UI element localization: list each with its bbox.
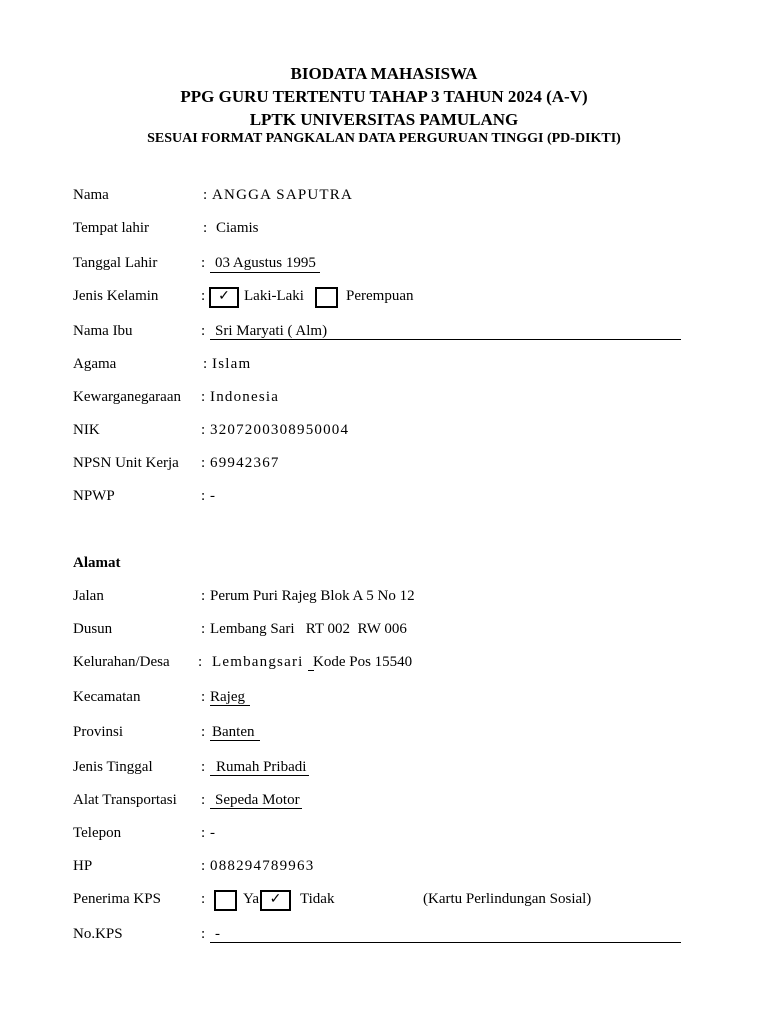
jenis-tinggal-value: Rumah Pribadi [216,759,307,775]
kps-ya-label: Ya [243,891,259,907]
kps-ya-checkbox[interactable] [214,890,237,911]
kode-pos-value: Kode Pos 15540 [313,654,413,670]
transportasi-colon: : [201,792,206,808]
tanggal-lahir-label: Tanggal Lahir [73,255,158,271]
nik-value: 3207200308950004 [210,422,350,438]
no-kps-underline [210,942,681,943]
dusun-value: Lembang Sari RT 002 RW 006 [210,621,407,637]
dusun-colon: : [201,621,206,637]
kps-colon: : [201,891,206,907]
program-title: PPG GURU TERTENTU TAHAP 3 TAHUN 2024 (A-V) [180,87,588,106]
no-kps-label: No.KPS [73,926,123,942]
tempat-lahir-colon: : [203,220,208,236]
nama-colon: : [203,187,208,203]
provinsi-label: Provinsi [73,724,124,740]
laki-laki-label: Laki-Laki [244,288,304,304]
kewarganegaraan-label: Kewarganegaraan [73,389,181,405]
jalan-colon: : [201,588,206,604]
npwp-colon: : [201,488,206,504]
nama-ibu-label: Nama Ibu [73,323,133,339]
jenis-tinggal-colon: : [201,759,206,775]
kecamatan-colon: : [201,689,206,705]
jalan-value: Perum Puri Rajeg Blok A 5 No 12 [210,588,415,604]
npsn-label: NPSN Unit Kerja [73,455,179,471]
no-kps-value: - [215,926,220,942]
telepon-colon: : [201,825,206,841]
hp-colon: : [201,858,206,874]
hp-label: HP [73,858,93,874]
tanggal-lahir-value: 03 Agustus 1995 [215,255,316,271]
npsn-value: 69942367 [210,455,280,471]
agama-value: Islam [212,356,252,372]
alamat-heading: Alamat [73,555,121,571]
provinsi-colon: : [201,724,206,740]
kewarganegaraan-colon: : [201,389,206,405]
tanggal-lahir-colon: : [201,255,206,271]
tempat-lahir-label: Tempat lahir [73,220,150,236]
telepon-value: - [210,825,215,841]
nama-value: ANGGA SAPUTRA [212,187,354,203]
jenis-tinggal-label: Jenis Tinggal [73,759,153,775]
nama-ibu-colon: : [201,323,206,339]
hp-value: 088294789963 [210,858,315,874]
kelurahan-label: Kelurahan/Desa [73,654,170,670]
nama-label: Nama [73,187,109,203]
dusun-label: Dusun [73,621,113,637]
jenis-kelamin-colon: : [201,288,206,304]
provinsi-value: Banten [212,724,255,740]
no-kps-colon: : [201,926,206,942]
npwp-value: - [210,488,215,504]
transportasi-label: Alat Transportasi [73,792,177,808]
kps-label: Penerima KPS [73,891,161,907]
kelurahan-value: Lembangsari [212,654,304,670]
kps-note: (Kartu Perlindungan Sosial) [423,891,592,907]
kecamatan-label: Kecamatan [73,689,141,705]
agama-label: Agama [73,356,117,372]
jalan-label: Jalan [73,588,104,604]
telepon-label: Telepon [73,825,122,841]
kecamatan-value: Rajeg [210,689,245,705]
agama-colon: : [203,356,208,372]
perempuan-label: Perempuan [346,288,414,304]
format-subtitle: SESUAI FORMAT PANGKALAN DATA PERGURUAN TINGGI (PD-DIKTI) [147,131,621,146]
perempuan-checkbox[interactable] [315,287,338,308]
nama-ibu-value: Sri Maryati ( Alm) [215,323,328,339]
nik-colon: : [201,422,206,438]
kelurahan-colon: : [198,654,203,670]
kewarganegaraan-value: Indonesia [210,389,280,405]
kps-tidak-checkbox[interactable]: ✓ [260,890,291,911]
jenis-kelamin-label: Jenis Kelamin [73,288,159,304]
transportasi-value: Sepeda Motor [215,792,300,808]
document-title: BIODATA MAHASISWA [290,64,478,83]
npwp-label: NPWP [73,488,115,504]
tempat-lahir-value: Ciamis [216,220,259,236]
institution-title: LPTK UNIVERSITAS PAMULANG [249,110,519,129]
tanggal-lahir-underline [210,272,320,273]
npsn-colon: : [201,455,206,471]
laki-laki-checkbox[interactable]: ✓ [209,287,239,308]
kps-tidak-label: Tidak [300,891,335,907]
nik-label: NIK [73,422,100,438]
